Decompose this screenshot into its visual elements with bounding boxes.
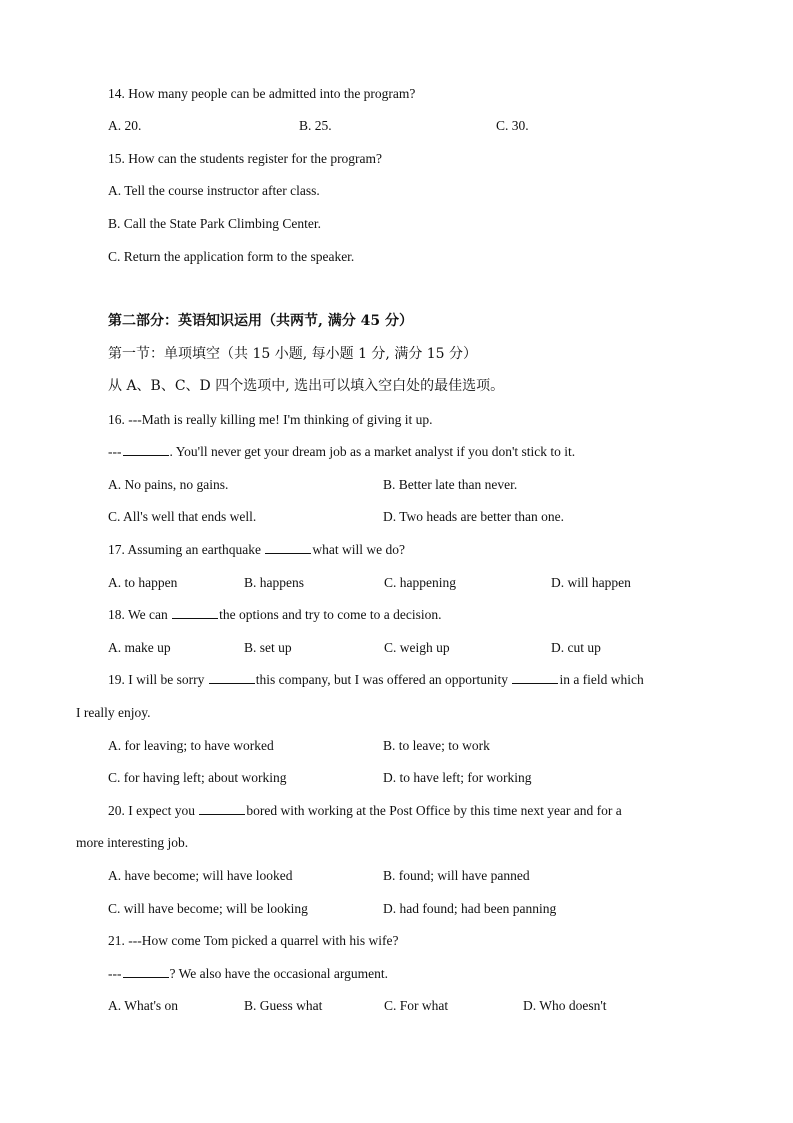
q16-option-c: C. All's well that ends well. (108, 509, 257, 524)
q18-option-d: D. cut up (551, 640, 601, 655)
part2-heading: 第二部分：英语知识运用（共两节, 满分 45 分） (108, 313, 413, 329)
q17-option-a: A. to happen (108, 575, 178, 590)
q19-option-a: A. for leaving; to have worked (108, 738, 274, 753)
q21-option-b: B. Guess what (244, 998, 323, 1013)
q18-option-c: C. weigh up (384, 640, 450, 655)
q15-option-b: B. Call the State Park Climbing Center. (108, 216, 321, 231)
q18-option-a: A. make up (108, 640, 171, 655)
q14-option-b: B. 25. (299, 118, 332, 133)
question-17: 17. Assuming an earthquake what will we do? (108, 542, 405, 557)
section1-instruction: 从 A、B、C、D 四个选项中, 选出可以填入空白处的最佳选项。 (108, 378, 505, 394)
q20-option-d: D. had found; had been panning (383, 901, 557, 916)
answer-blank (209, 671, 255, 684)
q16-option-d: D. Two heads are better than one. (383, 509, 564, 524)
q17-option-b: B. happens (244, 575, 304, 590)
q15-option-a: A. Tell the course instructor after class. (108, 183, 320, 198)
question-21: 21. ---How come Tom picked a quarrel with his wife? (108, 933, 399, 948)
answer-blank (512, 671, 558, 684)
question-21-reply: --- ? We also have the occasional argument. (108, 966, 388, 981)
q21-option-c: C. For what (384, 998, 449, 1013)
q20-option-b: B. found; will have panned (383, 868, 530, 883)
q16-option-a: A. No pains, no gains. (108, 477, 229, 492)
q19-option-c: C. for having left; about working (108, 770, 287, 785)
question-18: 18. We can the options and try to come to a decision. (108, 607, 442, 622)
q20-option-a: A. have become; will have looked (108, 868, 293, 883)
answer-blank (123, 965, 169, 978)
question-16: 16. ---Math is really killing me! I'm thinking of giving it up. (108, 412, 433, 427)
q19-option-d: D. to have left; for working (383, 770, 532, 785)
q14-option-a: A. 20. (108, 118, 142, 133)
question-15: 15. How can the students register for the program? (108, 151, 383, 166)
q17-option-c: C. happening (384, 575, 456, 590)
q18-option-b: B. set up (244, 640, 292, 655)
answer-blank (199, 802, 245, 815)
q19-option-b: B. to leave; to work (383, 738, 490, 753)
q21-option-d: D. Who doesn't (523, 998, 607, 1013)
q20-option-c: C. will have become; will be looking (108, 901, 308, 916)
q15-option-c: C. Return the application form to the speaker. (108, 249, 355, 264)
q16-option-b: B. Better late than never. (383, 477, 518, 492)
answer-blank (172, 606, 218, 619)
q21-option-a: A. What's on (108, 998, 179, 1013)
question-16-reply: --- . You'll never get your dream job as a market analyst if you don't stick to it. (108, 444, 576, 459)
question-20: 20. I expect you bored with working at the Post Office by this time next year and for a (108, 803, 622, 818)
q17-option-d: D. will happen (551, 575, 631, 590)
question-14: 14. How many people can be admitted into the program? (108, 86, 416, 101)
question-19: 19. I will be sorry this company, but I was offered an opportunity in a field which (108, 672, 644, 687)
answer-blank (265, 541, 311, 554)
q14-option-c: C. 30. (496, 118, 529, 133)
section1-heading: 第一节：单项填空（共 15 小题, 每小题 1 分, 满分 15 分） (108, 346, 478, 362)
question-19-continuation: I really enjoy. (76, 705, 151, 720)
answer-blank (123, 443, 169, 456)
question-20-continuation: more interesting job. (76, 835, 189, 850)
